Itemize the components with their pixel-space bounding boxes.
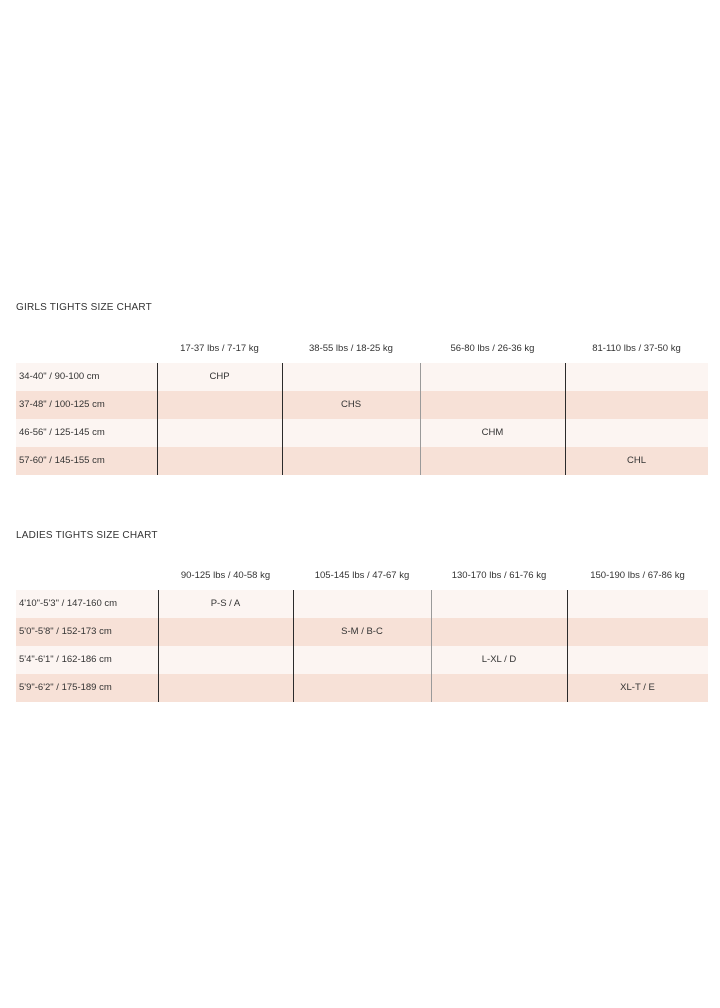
size-cell [157,419,282,447]
size-cell: XL-T / E [620,682,655,693]
girls-row-label: 37-48" / 100-125 cm [19,399,105,410]
girls-column-header: 56-80 lbs / 26-36 kg [450,343,535,354]
size-cell: L-XL / D [481,654,517,665]
size-cell: CHS [340,399,362,410]
ladies-column-header: 105-145 lbs / 47-67 kg [314,570,410,581]
size-cell: S-M / B-C [341,626,383,637]
column-divider [567,590,568,702]
ladies-row-label: 5'0"-5'8" / 152-173 cm [19,626,112,637]
ladies-row-label: 4'10"-5'3" / 147-160 cm [19,598,118,609]
size-cell [282,447,420,475]
size-cell [420,391,565,419]
girls-row-label: 46-56" / 125-145 cm [19,427,105,438]
size-cell [293,674,431,702]
size-cell [157,391,282,419]
size-cell [567,646,708,674]
ladies-table-row [16,590,708,618]
ladies-column-header: 150-190 lbs / 67-86 kg [590,570,685,581]
size-cell [431,618,567,646]
girls-row-label: 34-40" / 90-100 cm [19,371,100,382]
ladies-column-header: 130-170 lbs / 61-76 kg [451,570,547,581]
size-cell [420,363,565,391]
size-cell [431,674,567,702]
size-cell [158,618,293,646]
ladies-header-row [16,562,708,590]
size-cell [282,363,420,391]
girls-column-header: 17-37 lbs / 7-17 kg [180,343,259,354]
size-cell [420,447,565,475]
column-divider [157,363,158,475]
column-divider [431,590,432,702]
ladies-size-table [16,562,708,702]
girls-header-row [16,335,708,363]
ladies-table-row [16,674,708,702]
girls-table-row [16,447,708,475]
size-cell [282,419,420,447]
column-divider [158,590,159,702]
column-divider [565,363,566,475]
size-cell [565,363,708,391]
size-cell [565,391,708,419]
column-divider [420,363,421,475]
ladies-row-label: 5'9"-6'2" / 175-189 cm [19,682,112,693]
size-cell [158,646,293,674]
size-cell [431,590,567,618]
girls-size-table [16,335,708,475]
size-cell: CHM [481,427,504,438]
ladies-column-header: 90-125 lbs / 40-58 kg [180,570,271,581]
size-cell [293,590,431,618]
ladies-table-row [16,646,708,674]
size-cell [158,674,293,702]
size-cell: CHL [626,455,646,466]
girls-table-row [16,391,708,419]
ladies-chart-title: LADIES TIGHTS SIZE CHART [16,530,158,541]
girls-chart-title: GIRLS TIGHTS SIZE CHART [16,302,152,313]
size-cell [565,419,708,447]
ladies-row-label: 5'4"-6'1" / 162-186 cm [19,654,112,665]
girls-row-label: 57-60" / 145-155 cm [19,455,105,466]
size-cell [567,590,708,618]
girls-column-header: 38-55 lbs / 18-25 kg [309,343,393,354]
ladies-table-row [16,618,708,646]
girls-table-row [16,363,708,391]
size-cell [293,646,431,674]
column-divider [282,363,283,475]
column-divider [293,590,294,702]
size-cell: P-S / A [210,598,241,609]
girls-table-row [16,419,708,447]
girls-column-header: 81-110 lbs / 37-50 kg [592,343,681,354]
size-cell: CHP [209,371,230,382]
size-cell [567,618,708,646]
size-cell [157,447,282,475]
